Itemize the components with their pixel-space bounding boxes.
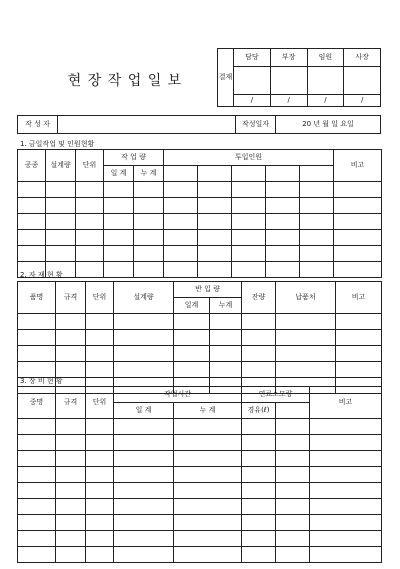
sign-date-4[interactable]: / <box>344 95 381 107</box>
table-row <box>18 547 382 563</box>
table-cell[interactable] <box>334 214 382 230</box>
table-cell[interactable] <box>114 499 174 515</box>
table-cell[interactable] <box>276 362 336 378</box>
col-spec: 규격 <box>56 282 86 314</box>
table-cell[interactable] <box>276 451 310 467</box>
col-remark: 비고 <box>336 282 382 314</box>
table-cell[interactable] <box>134 230 164 246</box>
table-cell[interactable] <box>114 330 174 346</box>
table-cell[interactable] <box>46 214 76 230</box>
table-cell[interactable] <box>232 230 266 246</box>
table-cell[interactable] <box>18 451 56 467</box>
table-cell[interactable] <box>232 214 266 230</box>
info-table <box>17 115 381 134</box>
col-work-qty: 작 업 량 <box>104 150 164 166</box>
signature-cell-3[interactable] <box>307 67 344 95</box>
table-cell[interactable] <box>76 182 104 198</box>
table-cell[interactable] <box>114 346 174 362</box>
table-cell[interactable] <box>336 346 382 362</box>
table-cell[interactable] <box>114 483 174 499</box>
table-cell[interactable] <box>198 246 232 262</box>
personnel-cell[interactable] <box>300 166 334 182</box>
section3-title: 3. 장 비 현 황 <box>20 377 63 385</box>
table-cell[interactable] <box>56 467 86 483</box>
table-cell[interactable] <box>104 230 134 246</box>
table-cell[interactable] <box>210 330 242 346</box>
table-cell[interactable] <box>310 451 382 467</box>
table-cell[interactable] <box>336 330 382 346</box>
table-cell[interactable] <box>198 198 232 214</box>
table-cell[interactable] <box>86 483 114 499</box>
table-cell[interactable] <box>242 435 276 451</box>
table-cell[interactable] <box>242 419 276 435</box>
table-cell[interactable] <box>114 515 174 531</box>
material-rows <box>18 314 382 394</box>
table-cell[interactable] <box>276 499 310 515</box>
fuel-cell[interactable] <box>276 403 310 419</box>
table-cell[interactable] <box>276 515 310 531</box>
table-cell[interactable] <box>300 182 334 198</box>
table-cell[interactable] <box>56 451 86 467</box>
work-rows <box>18 182 382 278</box>
table-row <box>18 499 382 515</box>
table-cell[interactable] <box>336 362 382 378</box>
table-cell[interactable] <box>86 547 114 563</box>
table-cell[interactable] <box>56 330 86 346</box>
table-cell[interactable] <box>300 246 334 262</box>
table-cell[interactable] <box>114 314 174 330</box>
section2-title: 2. 자 재 현 황 <box>20 271 63 279</box>
table-cell[interactable] <box>56 419 86 435</box>
table-cell[interactable] <box>276 483 310 499</box>
signature-cell-2[interactable] <box>270 67 307 95</box>
table-cell[interactable] <box>242 467 276 483</box>
table-cell[interactable] <box>114 531 174 547</box>
table-cell[interactable] <box>114 435 174 451</box>
table-cell[interactable] <box>104 182 134 198</box>
table-row <box>18 330 382 346</box>
col-remaining: 잔량 <box>242 282 276 314</box>
table-cell[interactable] <box>164 246 198 262</box>
personnel-cell[interactable] <box>164 166 198 182</box>
table-cell[interactable] <box>174 362 210 378</box>
table-cell[interactable] <box>104 262 134 278</box>
table-cell[interactable] <box>104 246 134 262</box>
table-cell[interactable] <box>242 451 276 467</box>
table-cell[interactable] <box>276 346 336 362</box>
col-unit: 단위 <box>86 282 114 314</box>
col-incoming: 반 입 량 <box>174 282 242 298</box>
material-table <box>17 281 382 394</box>
col-cumulative: 누 계 <box>174 403 242 419</box>
approver-2: 부장 <box>270 49 307 67</box>
table-cell[interactable] <box>18 467 56 483</box>
table-cell[interactable] <box>134 262 164 278</box>
table-cell[interactable] <box>114 419 174 435</box>
table-cell[interactable] <box>174 314 210 330</box>
table-cell[interactable] <box>18 314 56 330</box>
table-cell[interactable] <box>86 467 114 483</box>
table-cell[interactable] <box>310 483 382 499</box>
table-row <box>18 182 382 198</box>
col-daily: 일 계 <box>114 403 174 419</box>
col-spec: 규격 <box>56 387 86 419</box>
table-cell[interactable] <box>266 230 300 246</box>
col-remark: 비고 <box>334 150 382 182</box>
table-cell[interactable] <box>174 531 242 547</box>
table-row <box>18 435 382 451</box>
table-row <box>18 515 382 531</box>
col-design-qty: 설계량 <box>46 150 76 182</box>
table-cell[interactable] <box>174 467 242 483</box>
table-cell[interactable] <box>134 198 164 214</box>
table-row <box>18 483 382 499</box>
table-cell[interactable] <box>310 499 382 515</box>
table-cell[interactable] <box>86 314 114 330</box>
approval-label: 결재 <box>218 49 234 107</box>
table-cell[interactable] <box>18 330 56 346</box>
table-cell[interactable] <box>46 230 76 246</box>
sign-date-2[interactable]: / <box>270 95 307 107</box>
sign-date-1[interactable]: / <box>234 95 271 107</box>
table-cell[interactable] <box>114 451 174 467</box>
table-cell[interactable] <box>164 230 198 246</box>
table-cell[interactable] <box>334 246 382 262</box>
table-cell[interactable] <box>56 346 86 362</box>
col-cumulative: 누 계 <box>134 166 164 182</box>
col-name: 품명 <box>18 282 56 314</box>
col-cumulative: 누계 <box>210 298 242 314</box>
table-cell[interactable] <box>276 547 310 563</box>
table-cell[interactable] <box>114 467 174 483</box>
table-cell[interactable] <box>334 262 382 278</box>
table-cell[interactable] <box>242 314 276 330</box>
table-cell[interactable] <box>310 419 382 435</box>
table-cell[interactable] <box>114 362 174 378</box>
table-cell[interactable] <box>86 362 114 378</box>
table-cell[interactable] <box>310 435 382 451</box>
table-cell[interactable] <box>134 214 164 230</box>
personnel-cell[interactable] <box>198 166 232 182</box>
table-cell[interactable] <box>300 198 334 214</box>
col-supplier: 납품처 <box>276 282 336 314</box>
work-table <box>17 149 382 278</box>
table-cell[interactable] <box>266 198 300 214</box>
table-cell[interactable] <box>198 230 232 246</box>
table-cell[interactable] <box>232 198 266 214</box>
table-cell[interactable] <box>242 531 276 547</box>
table-cell[interactable] <box>86 451 114 467</box>
table-cell[interactable] <box>310 547 382 563</box>
personnel-cell[interactable] <box>266 166 300 182</box>
table-row <box>18 198 382 214</box>
table-cell[interactable] <box>76 262 104 278</box>
table-cell[interactable] <box>174 435 242 451</box>
section1-title: 1. 금일작업 및 인원현황 <box>20 140 95 148</box>
table-cell[interactable] <box>174 451 242 467</box>
col-equipment: 중명 <box>18 387 56 419</box>
table-cell[interactable] <box>56 314 86 330</box>
table-cell[interactable] <box>300 230 334 246</box>
table-cell[interactable] <box>198 262 232 278</box>
table-cell[interactable] <box>86 330 114 346</box>
table-cell[interactable] <box>232 262 266 278</box>
signature-cell-1[interactable] <box>234 67 271 95</box>
table-cell[interactable] <box>242 362 276 378</box>
table-cell[interactable] <box>242 330 276 346</box>
table-cell[interactable] <box>56 483 86 499</box>
table-cell[interactable] <box>76 246 104 262</box>
table-cell[interactable] <box>86 346 114 362</box>
author-field[interactable] <box>58 116 236 134</box>
table-cell[interactable] <box>164 214 198 230</box>
table-cell[interactable] <box>266 262 300 278</box>
col-fuel: 연료소모량 <box>242 387 310 403</box>
table-cell[interactable] <box>242 483 276 499</box>
table-cell[interactable] <box>300 214 334 230</box>
table-cell[interactable] <box>174 515 242 531</box>
col-diesel: 경유(ℓ) <box>242 403 276 419</box>
col-personnel: 투입인원 <box>164 150 334 166</box>
table-row <box>18 262 382 278</box>
sign-date-3[interactable]: / <box>307 95 344 107</box>
table-cell[interactable] <box>174 499 242 515</box>
table-cell[interactable] <box>18 182 46 198</box>
table-cell[interactable] <box>232 246 266 262</box>
table-cell[interactable] <box>276 330 336 346</box>
table-row <box>18 362 382 378</box>
table-cell[interactable] <box>18 214 46 230</box>
approver-1: 담당 <box>234 49 271 67</box>
table-cell[interactable] <box>18 246 46 262</box>
personnel-cell[interactable] <box>232 166 266 182</box>
table-cell[interactable] <box>76 214 104 230</box>
col-unit: 단위 <box>76 150 104 182</box>
table-cell[interactable] <box>18 483 56 499</box>
approver-4: 사장 <box>344 49 381 67</box>
table-cell[interactable] <box>276 531 310 547</box>
table-cell[interactable] <box>18 547 56 563</box>
table-cell[interactable] <box>210 362 242 378</box>
table-cell[interactable] <box>276 467 310 483</box>
table-cell[interactable] <box>86 499 114 515</box>
table-row <box>18 346 382 362</box>
table-cell[interactable] <box>86 531 114 547</box>
table-cell[interactable] <box>198 182 232 198</box>
table-cell[interactable] <box>56 435 86 451</box>
table-cell[interactable] <box>18 435 56 451</box>
table-cell[interactable] <box>134 246 164 262</box>
table-cell[interactable] <box>310 515 382 531</box>
table-row <box>18 531 382 547</box>
col-daily: 일계 <box>174 298 210 314</box>
table-cell[interactable] <box>86 515 114 531</box>
table-row <box>18 467 382 483</box>
table-cell[interactable] <box>334 182 382 198</box>
table-cell[interactable] <box>56 531 86 547</box>
equipment-table <box>17 386 382 563</box>
table-cell[interactable] <box>276 435 310 451</box>
table-cell[interactable] <box>198 214 232 230</box>
table-cell[interactable] <box>76 198 104 214</box>
table-row <box>18 230 382 246</box>
table-cell[interactable] <box>46 198 76 214</box>
table-row <box>18 451 382 467</box>
table-cell[interactable] <box>174 547 242 563</box>
page-title: 현 장 작 업 일 보 <box>67 73 183 89</box>
col-type: 공종 <box>18 150 46 182</box>
table-row <box>18 246 382 262</box>
author-label: 작 성 자 <box>18 116 58 134</box>
table-cell[interactable] <box>104 214 134 230</box>
table-cell[interactable] <box>174 483 242 499</box>
table-cell[interactable] <box>18 531 56 547</box>
table-row <box>18 314 382 330</box>
table-cell[interactable] <box>276 419 310 435</box>
table-cell[interactable] <box>18 198 46 214</box>
table-cell[interactable] <box>336 314 382 330</box>
table-cell[interactable] <box>242 346 276 362</box>
table-cell[interactable] <box>104 198 134 214</box>
table-cell[interactable] <box>18 515 56 531</box>
table-cell[interactable] <box>276 314 336 330</box>
table-cell[interactable] <box>86 435 114 451</box>
table-cell[interactable] <box>210 346 242 362</box>
table-cell[interactable] <box>232 182 266 198</box>
table-cell[interactable] <box>242 515 276 531</box>
table-cell[interactable] <box>210 314 242 330</box>
date-label: 작성일자 <box>236 116 276 134</box>
table-row <box>18 214 382 230</box>
table-cell[interactable] <box>18 346 56 362</box>
table-cell[interactable] <box>46 246 76 262</box>
equipment-rows <box>18 419 382 563</box>
table-cell[interactable] <box>174 419 242 435</box>
table-cell[interactable] <box>334 230 382 246</box>
table-cell[interactable] <box>114 547 174 563</box>
table-cell[interactable] <box>266 182 300 198</box>
col-work-time: 작업시간 <box>114 387 242 403</box>
table-cell[interactable] <box>266 246 300 262</box>
table-cell[interactable] <box>56 547 86 563</box>
table-row <box>18 419 382 435</box>
table-cell[interactable] <box>46 182 76 198</box>
table-cell[interactable] <box>310 467 382 483</box>
table-cell[interactable] <box>18 499 56 515</box>
table-cell[interactable] <box>266 214 300 230</box>
table-cell[interactable] <box>164 182 198 198</box>
table-cell[interactable] <box>174 330 210 346</box>
table-cell[interactable] <box>174 346 210 362</box>
table-cell[interactable] <box>76 230 104 246</box>
table-cell[interactable] <box>18 419 56 435</box>
table-cell[interactable] <box>242 547 276 563</box>
approval-table <box>217 48 381 107</box>
date-field[interactable]: 20 년 월 일 요일 <box>276 116 381 134</box>
table-cell[interactable] <box>310 531 382 547</box>
table-cell[interactable] <box>164 198 198 214</box>
col-unit: 단위 <box>86 387 114 419</box>
table-cell[interactable] <box>86 419 114 435</box>
col-design-qty: 설계량 <box>114 282 174 314</box>
table-cell[interactable] <box>334 198 382 214</box>
table-cell[interactable] <box>300 262 334 278</box>
table-cell[interactable] <box>56 515 86 531</box>
col-daily: 일 계 <box>104 166 134 182</box>
table-cell[interactable] <box>18 230 46 246</box>
table-cell[interactable] <box>242 499 276 515</box>
table-cell[interactable] <box>56 499 86 515</box>
col-remark: 비고 <box>310 387 382 419</box>
signature-cell-4[interactable] <box>344 67 381 95</box>
table-cell[interactable] <box>134 182 164 198</box>
approver-3: 임원 <box>307 49 344 67</box>
table-cell[interactable] <box>164 262 198 278</box>
